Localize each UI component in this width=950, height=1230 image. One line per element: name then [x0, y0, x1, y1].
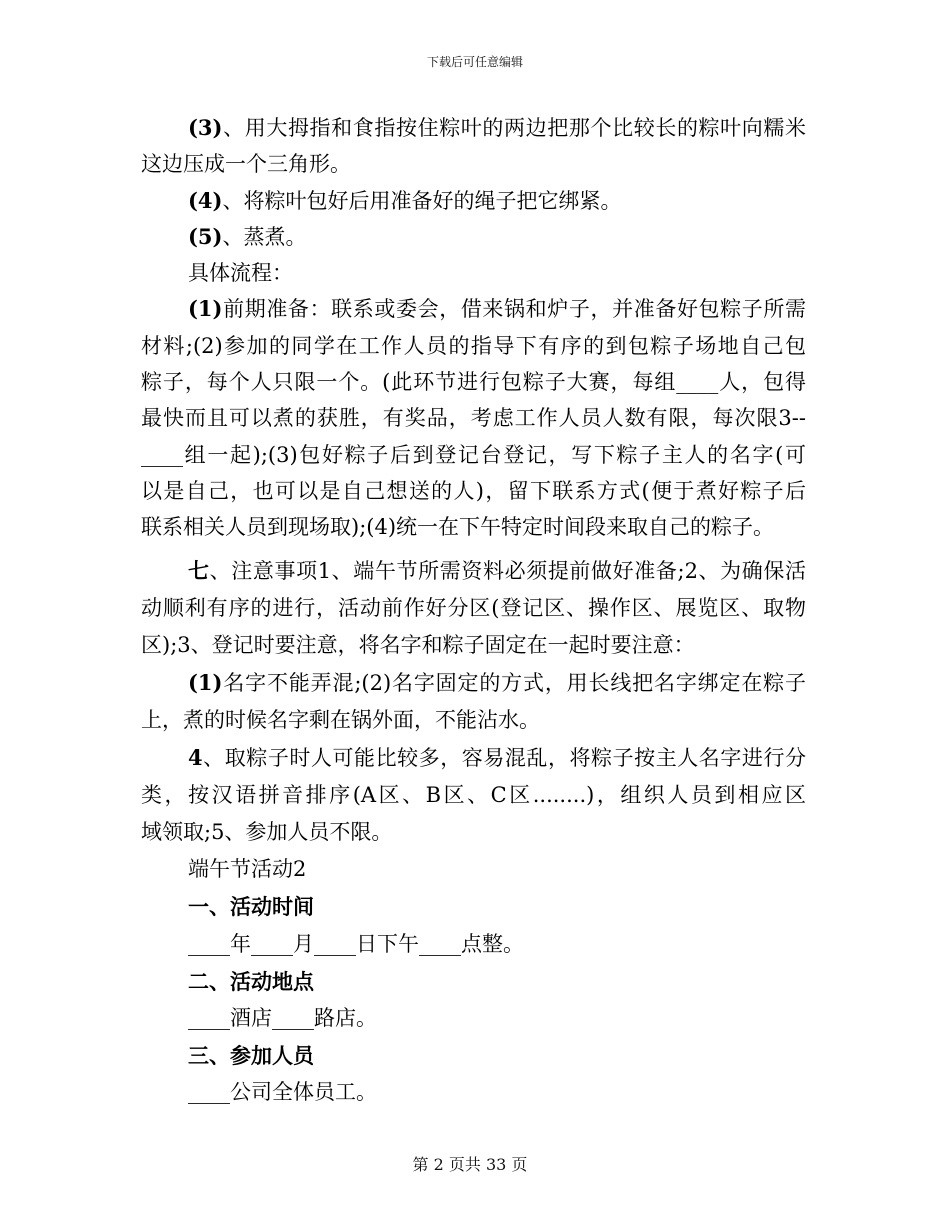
- name-rules-paragraph: [141, 664, 806, 739]
- section-participants: [141, 1037, 806, 1111]
- text-line: 域领取;5、参加人员不限。: [141, 820, 393, 845]
- text-line: 动顺利有序的进行，活动前作好分区(登记区、操作区、展览区、取物: [141, 595, 806, 620]
- step-item: [141, 110, 806, 183]
- second-part: [141, 552, 806, 1111]
- section-content: ____年____月____日下午____点整。: [188, 931, 524, 956]
- step-item: [141, 183, 806, 219]
- step-number: (5): [188, 223, 223, 249]
- text-line: [141, 110, 806, 146]
- text-line: 联系相关人员到现场取);(4)统一在下午特定时间段来取自己的粽子。: [141, 515, 775, 540]
- line-text: 、取粽子时人可能比较多，容易混乱，将粽子按主人名字进行分: [202, 746, 806, 771]
- section-content: ____公司全体员工。: [188, 1079, 377, 1104]
- text-line: 粽子，每个人只限一个。(此环节进行包粽子大赛，每组____人，包得: [141, 370, 806, 395]
- text-line: [141, 552, 806, 590]
- section-heading: 三、参加人员: [188, 1042, 314, 1068]
- text-line: 区);3、登记时要注意，将名字和粽子固定在一起时要注意：: [141, 632, 695, 657]
- section-content: ____酒店____路店。: [188, 1005, 377, 1030]
- line-text: 名字不能弄混;(2)名字固定的方式，用长线把名字绑定在粽子: [222, 670, 806, 695]
- text-line: [141, 291, 806, 327]
- text-line: 这边压成一个三角形。: [141, 152, 351, 177]
- pickup-paragraph: [141, 739, 806, 851]
- text-line: 最快而且可以煮的获胜，有奖品，考虑工作人员人数有限，每次限3--: [141, 406, 806, 431]
- section-number: 七: [188, 557, 210, 583]
- item-number: (1): [188, 669, 223, 695]
- text-line: 端午节活动2: [188, 857, 307, 882]
- section-time: [141, 888, 806, 962]
- step-number: (4): [188, 187, 223, 213]
- line-text: 、注意事项1、端午节所需资料必须提前做好准备;2、为确保活: [209, 558, 807, 583]
- text-line: [141, 219, 806, 255]
- text-line: 上，煮的时候名字剩在锅外面，不能沾水。: [141, 707, 540, 732]
- activity-title: [141, 851, 806, 888]
- process-paragraph: [141, 291, 806, 545]
- text-line: [141, 664, 806, 702]
- line-text: 前期准备：联系或委会，借来锅和炉子，并准备好包粽子所需: [222, 297, 806, 322]
- text-line: ____组一起);(3)包好粽子后到登记台登记，写下粽子主人的名字(可: [141, 442, 806, 467]
- step-item: [141, 219, 806, 255]
- process-label: [141, 255, 806, 291]
- line-text: 、将粽叶包好后用准备好的绳子把它绑紧。: [222, 188, 622, 213]
- item-number: (1): [188, 296, 223, 322]
- header-note: 下载后可任意编辑: [426, 55, 523, 69]
- text-line: 类，按汉语拼音排序(A区、B区、C区........)，组织人员到相应区: [141, 783, 806, 808]
- text-line: 材料;(2)参加的同学在工作人员的指导下有序的到包粽子场地自己包: [141, 333, 806, 358]
- notes-paragraph: [141, 552, 806, 664]
- step-number: (3): [188, 115, 223, 140]
- section-heading: 一、活动时间: [188, 894, 314, 920]
- section-location: [141, 963, 806, 1037]
- text-line: [141, 739, 806, 777]
- line-text: 、蒸煮。: [222, 224, 307, 249]
- page-content: [141, 110, 806, 1111]
- text-line: 以是自己，也可以是自己想送的人)，留下联系方式(便于煮好粽子后: [141, 478, 806, 503]
- page-number: 第 2 页共 33 页: [412, 1155, 528, 1174]
- item-number: 4: [188, 745, 203, 771]
- text-line: 具体流程：: [188, 261, 293, 286]
- text-line: [141, 183, 806, 219]
- section-heading: 二、活动地点: [188, 968, 314, 994]
- line-text: 、用大拇指和食指按住粽叶的两边把那个比较长的粽叶向糯米: [222, 116, 806, 140]
